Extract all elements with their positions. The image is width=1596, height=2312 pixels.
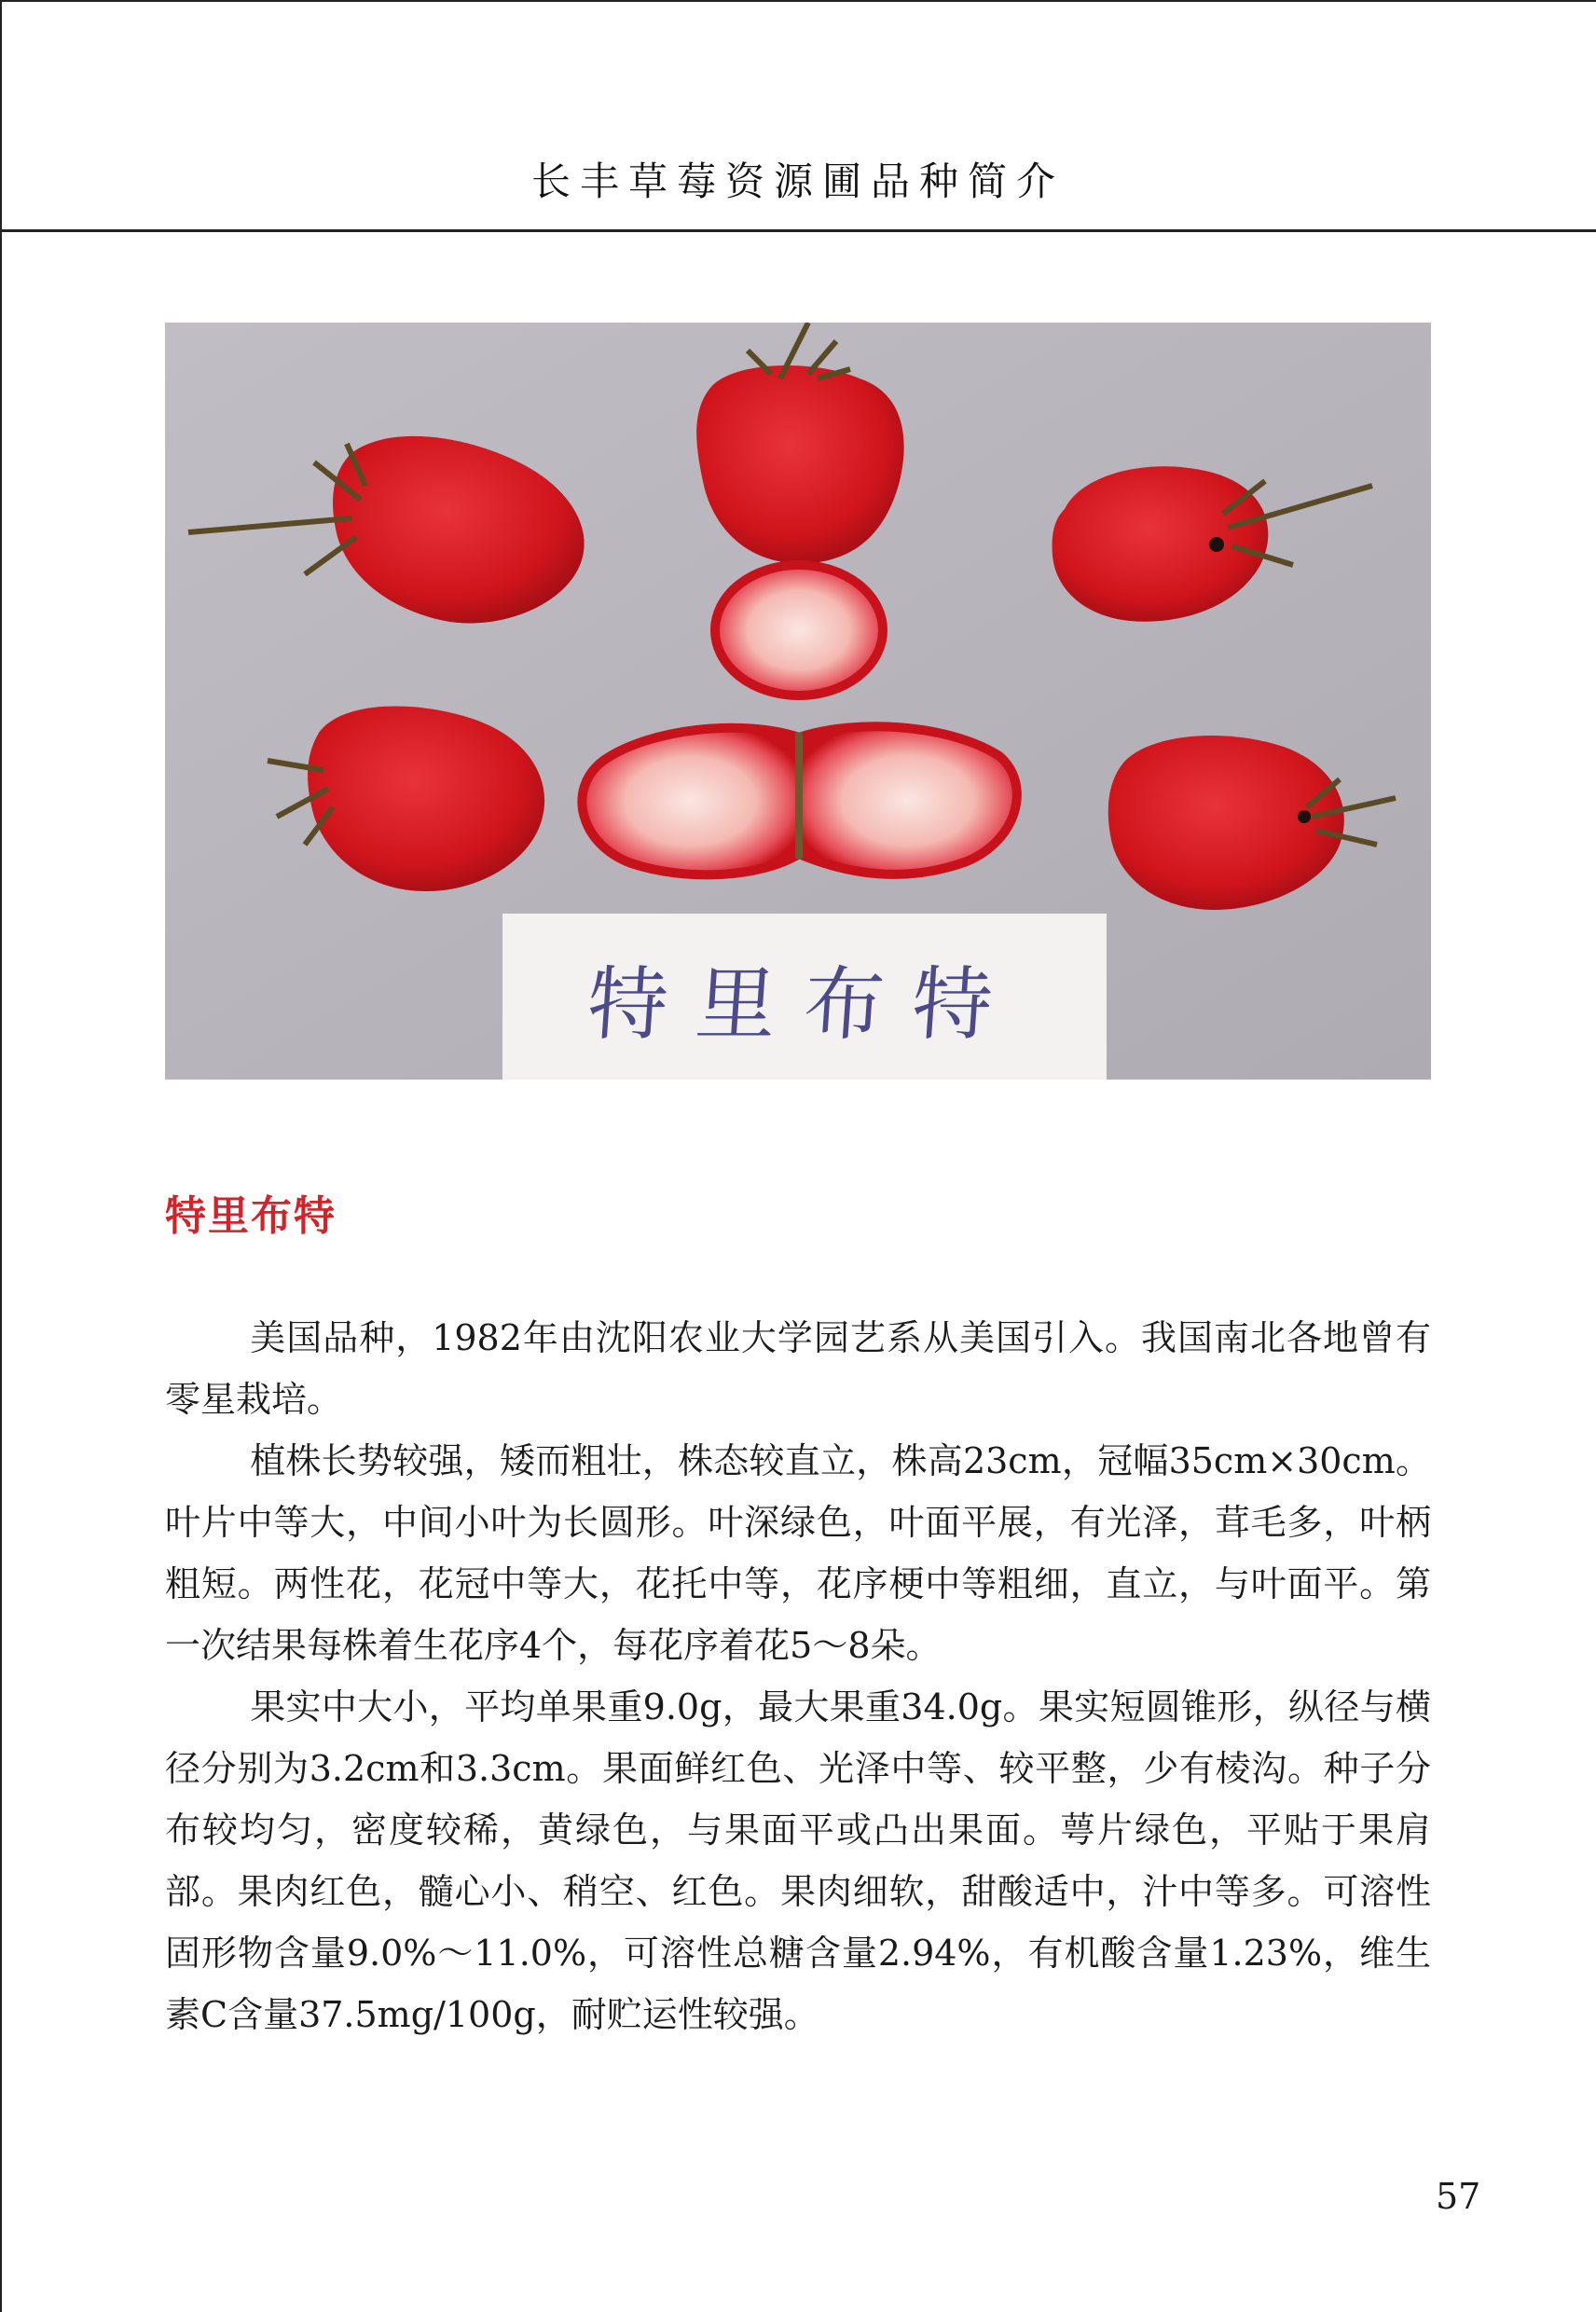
page-border-left — [0, 0, 2, 2312]
strawberry-halved — [582, 726, 1016, 874]
paragraph-origin: 美国品种，1982年由沈阳农业大学园艺系从美国引入。我国南北各地曾有零星栽培。 — [165, 1317, 1431, 1420]
running-header: 长丰草莓资源圃品种简介 — [530, 158, 1065, 204]
page-number: 57 — [1436, 2176, 1481, 2217]
page-border-top — [0, 0, 1596, 2]
paragraph-fruit: 果实中大小，平均单果重9.0g，最大果重34.0g。果实短圆锥形，纵径与横径分别为3.2cm和3.3cm。果面鲜红色、光泽中等、较平整，少有棱沟。种子分布较均匀，密度较稀，黄绿色，与果面平或凸出果面。萼片绿色，平贴于果肩部。果肉红色，髓心小、稍空、红色。果肉细软，甜酸适中，汁中等多。可溶性固形物含量9.0%～11.0%，可溶性总糖含量2.94%，有机酸含量1.23%，维生素C含量37.5mg/100g，耐贮运性较强。 — [165, 1686, 1431, 2035]
paragraph-plant: 植株长势较强，矮而粗壮，株态较直立，株高23cm，冠幅35cm×30cm。叶片中等大，中间小叶为长圆形。叶深绿色，叶面平展，有光泽，茸毛多，叶柄粗短。两性花，花冠中等大，花托中等，花序梗中等粗细，直立，与叶面平。第一次结果每株着生花序4个，每花序着花5～8朵。 — [165, 1440, 1431, 1666]
variety-description — [165, 1307, 1431, 2045]
variety-title: 特里布特 — [165, 1192, 337, 1240]
header-rule — [0, 229, 1596, 232]
variety-label-handwriting: 特里布特 — [584, 958, 1024, 1052]
strawberry-cross-section — [715, 565, 883, 695]
variety-label-card — [502, 914, 1107, 1080]
strawberry-photo — [165, 323, 1431, 1080]
